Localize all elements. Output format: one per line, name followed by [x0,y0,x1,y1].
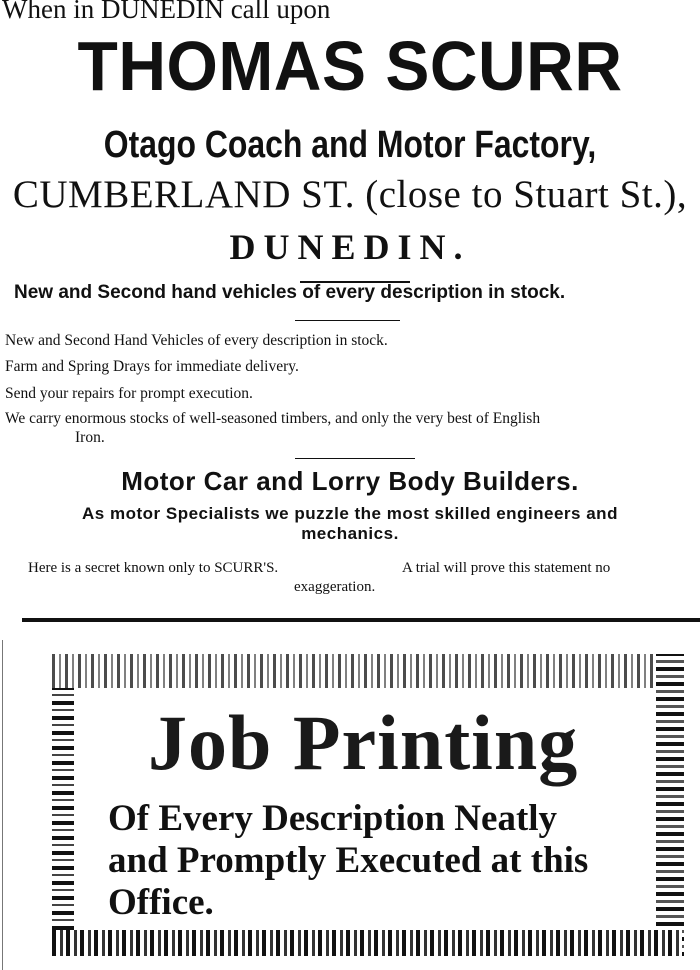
advert-line: Iron. [75,429,105,446]
street-address [0,172,700,217]
border-right [656,654,684,956]
city-name: DUNEDIN. [229,227,471,267]
motor-heading: Motor Car and Lorry Body Builders. [121,466,579,496]
column-rule [2,640,3,970]
border-left [52,688,74,930]
specialists-line: As motor Specialists we puzzle the most skilled engineers and [82,504,618,523]
advert-line: New and Second Hand Vehicles of every description in stock. [5,332,388,349]
border-bottom [52,930,682,956]
secret-line: exaggeration. [294,579,376,595]
specialists-line: mechanics. [301,524,399,543]
stock-headline: New and Second hand vehicles of every description in stock. [14,282,566,303]
advert-line: Farm and Spring Drays for immediate delivery. [5,358,299,375]
job-printing-title: Job Printing [148,699,579,786]
printing-line: Of Every Description Neatly [108,798,558,839]
street-note: (close to Stuart St.), [365,173,688,216]
factory-name: Otago Coach and Motor Factory, [103,124,597,166]
business-name: THOMAS SCURR [77,27,623,105]
advert-line: We carry enormous stocks of well-seasoned timbers, and only the very best of English [5,410,541,427]
section-divider [22,618,700,622]
street-name: CUMBERLAND ST. [12,173,355,216]
secret-line: Here is a secret known only to SCURR'S. [28,560,279,576]
printing-line: Office. [108,882,214,923]
printing-line: and Promptly Executed at this [108,840,589,881]
advert-line: Send your repairs for prompt execution. [5,385,253,402]
divider-rule [295,458,415,459]
divider-rule [295,320,400,321]
secret-line: A trial will prove this statement no [402,560,611,576]
intro-line: When in DUNEDIN call upon [2,0,331,24]
border-top [52,654,682,688]
